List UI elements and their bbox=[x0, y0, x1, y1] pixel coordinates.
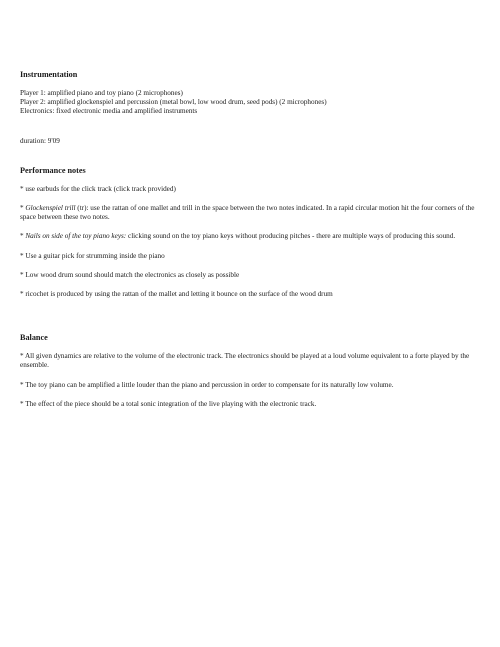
instrumentation-line-player2: Player 2: amplified glockenspiel and percussion (metal bowl, low wood drum, seed pods) (2 microphones) bbox=[20, 98, 327, 107]
note-prefix: * bbox=[20, 232, 26, 241]
performance-note-4: * Use a guitar pick for strumming inside the piano bbox=[20, 251, 165, 260]
performance-note-2 bbox=[20, 204, 482, 222]
note-term: Glockenspiel trill bbox=[25, 204, 76, 213]
balance-heading: Balance bbox=[20, 333, 48, 343]
note-prefix: * bbox=[20, 204, 26, 213]
performance-notes-heading: Performance notes bbox=[20, 165, 86, 175]
instrumentation-line-electronics: Electronics: fixed electronic media and amplified instruments bbox=[20, 107, 198, 116]
performance-note-6: * ricochet is produced by using the rattan of the mallet and letting it bounce on the surface of the wood drum bbox=[20, 290, 333, 299]
note-term: Nails on side of the toy piano keys: bbox=[25, 232, 127, 241]
instrumentation-heading: Instrumentation bbox=[20, 70, 78, 79]
performance-note-5: * Low wood drum sound should match the electronics as closely as possible bbox=[20, 270, 240, 279]
balance-note-3: * The effect of the piece should be a total sonic integration of the live playing with the electronic track. bbox=[20, 399, 317, 408]
duration-text: duration: 9'09 bbox=[20, 136, 60, 145]
note-text: clicking sound on the toy piano keys without producing pitches - there are multiple ways of producing this sound. bbox=[126, 232, 456, 241]
performance-note-3 bbox=[20, 232, 482, 241]
balance-note-1: * All given dynamics are relative to the volume of the electronic track. The electronics should be played at a loud volume equivalent to a forte played by the ensemble. bbox=[20, 352, 470, 370]
performance-note-1: * use earbuds for the click track (click track provided) bbox=[20, 184, 176, 193]
document-page bbox=[20, 70, 482, 409]
instrumentation-line-player1: Player 1: amplified piano and toy piano (2 microphones) bbox=[20, 89, 183, 97]
note-text: (tr): use the rattan of one mallet and trill in the space between the two notes indicated. In a rapid circular motion hit the four corners of the space between these two notes. bbox=[20, 204, 475, 222]
balance-note-2: * The toy piano can be amplified a little louder than the piano and percussion in order to compensate for its naturally low volume. bbox=[20, 380, 394, 389]
